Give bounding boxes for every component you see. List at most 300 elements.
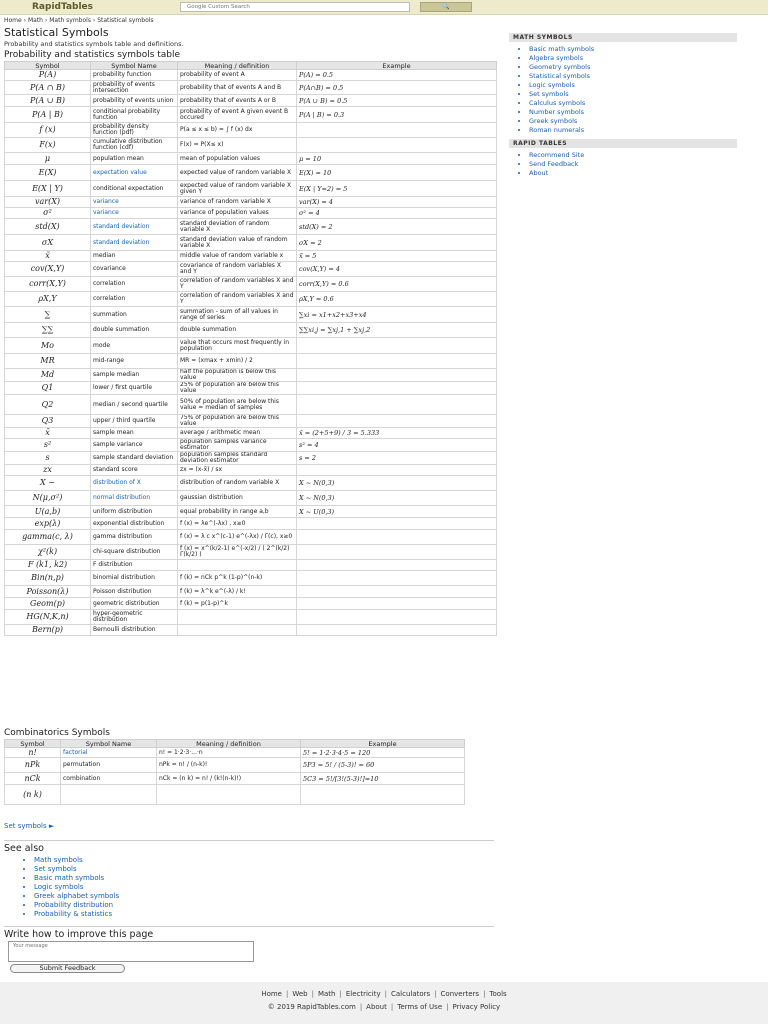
sidebar	[509, 33, 737, 178]
example-cell	[297, 586, 497, 598]
site-logo[interactable]: RapidTables	[32, 2, 94, 12]
example-cell	[297, 571, 497, 586]
example-cell	[297, 369, 497, 382]
meaning-cell	[157, 785, 301, 805]
sidebar-link[interactable]: • Roman numerals	[529, 126, 737, 135]
symbol-name-cell: mid-range	[91, 354, 178, 369]
symbol-cell: χ²(k)	[5, 545, 91, 560]
symbol-cell: n!	[5, 748, 61, 758]
symbol-name-cell	[61, 785, 157, 805]
sidebar-link[interactable]: • Logic symbols	[529, 81, 737, 90]
symbol-cell: Md	[5, 369, 91, 382]
meaning-cell: half the population is below this value	[178, 369, 297, 382]
meaning-cell: probability that of events A and B	[178, 81, 297, 95]
sidebar-link[interactable]: • Basic math symbols	[529, 45, 737, 54]
symbol-cell: P(A ∪ B)	[5, 95, 91, 107]
symbol-name-cell: sample standard deviation	[91, 452, 178, 465]
symbol-cell: Q3	[5, 415, 91, 428]
table-row	[5, 354, 497, 369]
meaning-cell: summation - sum of all values in range of series	[178, 307, 297, 323]
comb-table-title: Combinatorics Symbols	[4, 728, 110, 738]
meaning-cell: mean of population values	[178, 153, 297, 165]
page-title: Statistical Symbols	[4, 26, 109, 39]
see-also-title: See also	[4, 843, 44, 854]
example-cell	[297, 518, 497, 530]
table-row	[5, 208, 497, 219]
symbol-name-cell[interactable]: standard deviation	[91, 219, 178, 235]
table-row	[5, 758, 465, 773]
top-bar	[0, 0, 768, 15]
table-row	[5, 251, 497, 262]
symbol-cell: Q2	[5, 395, 91, 415]
table-row	[5, 235, 497, 251]
symbol-cell: X ~	[5, 476, 91, 491]
example-cell: x̄ = (2+5+9) / 3 = 5.333	[297, 428, 497, 439]
symbol-cell: (n k)	[5, 785, 61, 805]
breadcrumb-math[interactable]: Math	[27, 17, 43, 24]
table-row	[5, 338, 497, 354]
symbol-name-cell: probability density function (pdf)	[91, 123, 178, 138]
symbol-cell: P(A)	[5, 70, 91, 81]
meaning-cell: probability that of events A or B	[178, 95, 297, 107]
meaning-cell: 25% of population are below this value	[178, 382, 297, 395]
meaning-cell: f (x) = λe^(-λx) , x≥0	[178, 518, 297, 530]
symbol-name-cell: conditional probability function	[91, 107, 178, 123]
example-cell: E(X | Y=2) = 5	[297, 181, 497, 197]
symbol-name-cell: summation	[91, 307, 178, 323]
table-header-row	[5, 740, 465, 748]
example-cell: X ~ U(0,3)	[297, 506, 497, 518]
see-also-link[interactable]: • Probability distribution	[34, 901, 119, 910]
table-row	[5, 465, 497, 476]
footer-link[interactable]: Tools	[489, 990, 507, 998]
sidebar-math-list	[509, 45, 737, 135]
footer-link[interactable]: Converters	[440, 990, 480, 998]
meaning-cell: variance of population values	[178, 208, 297, 219]
table-row	[5, 277, 497, 292]
symbol-cell: μ	[5, 153, 91, 165]
symbol-name-cell: hyper-geometric distribution	[91, 610, 178, 625]
symbol-cell: U(a,b)	[5, 506, 91, 518]
table-row	[5, 415, 497, 428]
breadcrumb-math-symbols[interactable]: Math symbols	[49, 17, 91, 24]
set-symbols-link[interactable]: Set symbols ►	[4, 822, 55, 830]
symbol-name-cell: probability of events union	[91, 95, 178, 107]
table-row	[5, 586, 497, 598]
meaning-cell: P(a ≤ x ≤ b) = ∫ f (x) dx	[178, 123, 297, 138]
example-cell: σ² = 4	[297, 208, 497, 219]
meaning-cell: double summation	[178, 323, 297, 338]
table-row	[5, 428, 497, 439]
footer-separator: |	[384, 990, 387, 998]
breadcrumb-current: Statistical symbols	[97, 17, 154, 24]
footer-separator: |	[390, 1003, 394, 1011]
symbol-name-cell: gamma distribution	[91, 530, 178, 545]
symbol-cell: nCk	[5, 773, 61, 785]
sidebar-link[interactable]: • Calculus symbols	[529, 99, 737, 108]
breadcrumb-sep: ›	[23, 17, 27, 24]
table-row	[5, 219, 497, 235]
meaning-cell: expected value of random variable X given Y	[178, 181, 297, 197]
symbol-name-cell: binomial distribution	[91, 571, 178, 586]
table-row	[5, 748, 465, 758]
breadcrumb	[4, 17, 154, 24]
table-row	[5, 598, 497, 610]
table-row	[5, 452, 497, 465]
submit-feedback-button[interactable]: Submit Feedback	[10, 964, 125, 973]
footer-separator: |	[483, 990, 486, 998]
example-cell: σX = 2	[297, 235, 497, 251]
meaning-cell: equal probability in range a,b	[178, 506, 297, 518]
table-row	[5, 81, 497, 95]
footer-separator: |	[311, 990, 314, 998]
table-row	[5, 560, 497, 571]
meaning-cell: expected value of random variable X	[178, 165, 297, 181]
symbol-name-cell: median / second quartile	[91, 395, 178, 415]
symbol-name-cell: chi-square distribution	[91, 545, 178, 560]
table-row	[5, 292, 497, 307]
symbol-name-cell[interactable]: factorial	[61, 748, 157, 758]
symbol-cell: Q1	[5, 382, 91, 395]
example-cell: corr(X,Y) = 0.6	[297, 277, 497, 292]
symbol-cell: s	[5, 452, 91, 465]
symbol-name-cell: uniform distribution	[91, 506, 178, 518]
meaning-cell	[178, 560, 297, 571]
example-cell	[297, 545, 497, 560]
meaning-cell: nCk = (n k) = n! / (k!(n-k)!)	[157, 773, 301, 785]
symbol-name-cell: correlation	[91, 277, 178, 292]
symbol-cell: cov(X,Y)	[5, 262, 91, 277]
table-header-row	[5, 62, 497, 70]
symbol-name-cell: F distribution	[91, 560, 178, 571]
footer-link[interactable]: Calculators	[390, 990, 431, 998]
example-cell	[297, 625, 497, 636]
table-row	[5, 571, 497, 586]
footer-link[interactable]: About	[366, 1003, 387, 1011]
example-cell: 5C3 = 5!/[3!(5-3)!]=10	[301, 773, 465, 785]
symbol-cell: F (k1, k2)	[5, 560, 91, 571]
col-header-meaning: Meaning / definition	[178, 62, 297, 70]
symbol-cell: σ²	[5, 208, 91, 219]
footer-bottom	[0, 1003, 768, 1011]
meaning-cell: gaussian distribution	[178, 491, 297, 506]
symbol-name-cell: permutation	[61, 758, 157, 773]
meaning-cell: nPk = n! / (n-k)!	[157, 758, 301, 773]
sidebar-link[interactable]: • About	[529, 169, 737, 178]
symbol-name-cell: sample median	[91, 369, 178, 382]
breadcrumb-sep: ›	[44, 17, 48, 24]
symbol-name-cell: Poisson distribution	[91, 586, 178, 598]
table-row	[5, 95, 497, 107]
example-cell	[297, 395, 497, 415]
footer-separator: |	[359, 1003, 363, 1011]
example-cell: X ~ N(0,3)	[297, 476, 497, 491]
meaning-cell: probability of event A	[178, 70, 297, 81]
see-also-link[interactable]: • Probability & statistics	[34, 910, 119, 919]
meaning-cell: variance of random variable X	[178, 197, 297, 208]
symbol-name-cell[interactable]: variance	[91, 197, 178, 208]
meaning-cell: population samples variance estimator	[178, 439, 297, 452]
meaning-cell: standard deviation value of random variable X	[178, 235, 297, 251]
table-row	[5, 476, 497, 491]
sidebar-link[interactable]: • Recommend Site	[529, 151, 737, 160]
symbol-cell: Bin(n,p)	[5, 571, 91, 586]
symbol-cell: σX	[5, 235, 91, 251]
example-cell	[301, 785, 465, 805]
example-cell: μ = 10	[297, 153, 497, 165]
symbol-cell: P(A | B)	[5, 107, 91, 123]
symbol-cell: zx	[5, 465, 91, 476]
symbol-name-cell: sample mean	[91, 428, 178, 439]
meaning-cell: middle value of random variable x	[178, 251, 297, 262]
table-row	[5, 262, 497, 277]
symbol-cell: x̄	[5, 428, 91, 439]
symbol-name-cell[interactable]: expectation value	[91, 165, 178, 181]
symbol-cell: Bern(p)	[5, 625, 91, 636]
footer	[0, 982, 768, 1024]
symbol-name-cell: population mean	[91, 153, 178, 165]
symbol-cell: Poisson(λ)	[5, 586, 91, 598]
example-cell	[297, 338, 497, 354]
meaning-cell: correlation of random variables X and Y	[178, 292, 297, 307]
sidebar-rapid-heading: RAPID TABLES	[509, 139, 737, 148]
symbol-cell: P(A ∩ B)	[5, 81, 91, 95]
copyright: © 2019 RapidTables.com	[267, 1003, 356, 1011]
meaning-cell: distribution of random variable X	[178, 476, 297, 491]
symbol-name-cell: median	[91, 251, 178, 262]
table-row	[5, 439, 497, 452]
symbol-cell: N(μ,σ²)	[5, 491, 91, 506]
symbol-cell: std(X)	[5, 219, 91, 235]
example-cell: ∑∑xi,j = ∑xj,1 + ∑xj,2	[297, 323, 497, 338]
search-icon: 🔍	[442, 3, 450, 10]
stats-table-title: Probability and statistics symbols table	[4, 50, 181, 60]
footer-link[interactable]: Electricity	[345, 990, 381, 998]
symbol-name-cell: correlation	[91, 292, 178, 307]
symbol-name-cell: conditional expectation	[91, 181, 178, 197]
table-row	[5, 395, 497, 415]
symbol-cell: ∑∑	[5, 323, 91, 338]
table-row	[5, 610, 497, 625]
symbol-name-cell: probability of events intersection	[91, 81, 178, 95]
example-cell	[297, 382, 497, 395]
see-also-list	[22, 856, 119, 919]
example-cell: E(X) = 10	[297, 165, 497, 181]
table-row	[5, 323, 497, 338]
table-row	[5, 369, 497, 382]
col-header-symbol: Symbol	[5, 740, 61, 748]
meaning-cell: MR = (xmax + xmin) / 2	[178, 354, 297, 369]
footer-link[interactable]: Math	[317, 990, 336, 998]
footer-separator: |	[434, 990, 437, 998]
sidebar-link[interactable]: • Geometry symbols	[529, 63, 737, 72]
breadcrumb-home[interactable]: Home	[4, 17, 22, 24]
symbol-cell: var(X)	[5, 197, 91, 208]
example-cell: var(X) = 4	[297, 197, 497, 208]
symbol-name-cell[interactable]: standard deviation	[91, 235, 178, 251]
table-row	[5, 107, 497, 123]
table-row	[5, 506, 497, 518]
example-cell: 5! = 1·2·3·4·5 = 120	[301, 748, 465, 758]
symbol-cell: exp(λ)	[5, 518, 91, 530]
symbol-name-cell: mode	[91, 338, 178, 354]
example-cell: std(X) = 2	[297, 219, 497, 235]
meaning-cell: F(x) = P(X≤ x)	[178, 138, 297, 153]
symbol-name-cell: exponential distribution	[91, 518, 178, 530]
table-row	[5, 382, 497, 395]
table-row	[5, 545, 497, 560]
see-also-link[interactable]: • Math symbols	[34, 856, 119, 865]
col-header-example: Example	[297, 62, 497, 70]
sidebar-link[interactable]: • Send Feedback	[529, 160, 737, 169]
meaning-cell: zx = (x-x̄) / sx	[178, 465, 297, 476]
sidebar-link[interactable]: • Number symbols	[529, 108, 737, 117]
meaning-cell: standard deviation of random variable X	[178, 219, 297, 235]
example-cell: P(A | B) = 0.3	[297, 107, 497, 123]
col-header-name: Symbol Name	[61, 740, 157, 748]
table-row	[5, 138, 497, 153]
sidebar-link[interactable]: • Greek symbols	[529, 117, 737, 126]
symbol-cell: Geom(p)	[5, 598, 91, 610]
col-header-symbol: Symbol	[5, 62, 91, 70]
example-cell	[297, 415, 497, 428]
table-row	[5, 153, 497, 165]
symbol-cell: HG(N,K,n)	[5, 610, 91, 625]
meaning-cell: 50% of population are below this value = median of samples	[178, 395, 297, 415]
symbol-name-cell: probability function	[91, 70, 178, 81]
symbol-cell: ∑	[5, 307, 91, 323]
example-cell	[297, 123, 497, 138]
example-cell: ∑xi = x1+x2+x3+x4	[297, 307, 497, 323]
table-row	[5, 70, 497, 81]
sidebar-link[interactable]: • Algebra symbols	[529, 54, 737, 63]
search-button[interactable]	[420, 2, 472, 12]
table-row	[5, 123, 497, 138]
see-also-link[interactable]: • Set symbols	[34, 865, 119, 874]
symbol-cell: gamma(c, λ)	[5, 530, 91, 545]
symbol-cell: x̃	[5, 251, 91, 262]
table-row	[5, 625, 497, 636]
col-header-meaning: Meaning / definition	[157, 740, 301, 748]
example-cell	[297, 354, 497, 369]
footer-link[interactable]: Privacy Policy	[452, 1003, 501, 1011]
symbol-name-cell: upper / third quartile	[91, 415, 178, 428]
symbol-name-cell: standard score	[91, 465, 178, 476]
col-header-name: Symbol Name	[91, 62, 178, 70]
example-cell	[297, 610, 497, 625]
symbol-cell: ρX,Y	[5, 292, 91, 307]
symbol-cell: E(X)	[5, 165, 91, 181]
example-cell: X ~ N(0,3)	[297, 491, 497, 506]
table-row	[5, 197, 497, 208]
meaning-cell: population samples standard deviation estimator	[178, 452, 297, 465]
sidebar-rapid-list	[509, 151, 737, 178]
symbol-name-cell[interactable]: variance	[91, 208, 178, 219]
symbol-name-cell: double summation	[91, 323, 178, 338]
table-row	[5, 518, 497, 530]
meaning-cell: correlation of random variables X and Y	[178, 277, 297, 292]
symbol-cell: corr(X,Y)	[5, 277, 91, 292]
meaning-cell: 75% of population are below this value	[178, 415, 297, 428]
symbol-name-cell: combination	[61, 773, 157, 785]
footer-link[interactable]: Web	[292, 990, 308, 998]
footer-link[interactable]: Terms of Use	[397, 1003, 443, 1011]
footer-separator: |	[339, 990, 342, 998]
sidebar-math-heading: MATH SYMBOLS	[509, 33, 737, 42]
col-header-example: Example	[301, 740, 465, 748]
meaning-cell: f (k) = λ^k e^(-λ) / k!	[178, 586, 297, 598]
footer-separator: |	[285, 990, 289, 998]
symbol-cell: nPk	[5, 758, 61, 773]
table-row	[5, 491, 497, 506]
example-cell	[297, 465, 497, 476]
example-cell: s² = 4	[297, 439, 497, 452]
symbol-name-cell: Bernoulli distribution	[91, 625, 178, 636]
symbol-cell: f (x)	[5, 123, 91, 138]
feedback-title: Write how to improve this page	[4, 929, 154, 940]
meaning-cell: f (x) = λ c x^(c-1) e^(-λx) / Γ(c), x≥0	[178, 530, 297, 545]
example-cell: x̃ = 5	[297, 251, 497, 262]
feedback-message-input[interactable]	[8, 941, 254, 962]
symbol-cell: Mo	[5, 338, 91, 354]
symbol-cell: s²	[5, 439, 91, 452]
symbol-name-cell[interactable]: normal distribution	[91, 491, 178, 506]
example-cell: 5P3 = 5! / (5-3)! = 60	[301, 758, 465, 773]
example-cell	[297, 138, 497, 153]
table-row	[5, 165, 497, 181]
symbol-cell: MR	[5, 354, 91, 369]
see-also-link[interactable]: • Logic symbols	[34, 883, 119, 892]
example-cell: cov(X,Y) = 4	[297, 262, 497, 277]
example-cell: s = 2	[297, 452, 497, 465]
example-cell	[297, 560, 497, 571]
sidebar-link[interactable]: • Statistical symbols	[529, 72, 737, 81]
table-row	[5, 530, 497, 545]
divider	[4, 840, 494, 841]
see-also-link[interactable]: • Greek alphabet symbols	[34, 892, 119, 901]
symbol-cell: E(X | Y)	[5, 181, 91, 197]
example-cell: P(A) = 0.5	[297, 70, 497, 81]
table-row	[5, 773, 465, 785]
meaning-cell: probability of event A given event B occured	[178, 107, 297, 123]
table-row	[5, 181, 497, 197]
symbol-name-cell[interactable]: distribution of X	[91, 476, 178, 491]
stats-symbols-table	[4, 61, 497, 636]
example-cell: P(A ∪ B) = 0.5	[297, 95, 497, 107]
meaning-cell: f (k) = p(1-p)^k	[178, 598, 297, 610]
symbol-name-cell: lower / first quartile	[91, 382, 178, 395]
example-cell	[297, 598, 497, 610]
meaning-cell: value that occurs most frequently in population	[178, 338, 297, 354]
divider	[4, 926, 494, 927]
footer-link[interactable]: Home	[261, 990, 282, 998]
symbol-cell: F(x)	[5, 138, 91, 153]
page-description: Probability and statistics symbols table and definitions.	[4, 40, 184, 48]
example-cell: P(A∩B) = 0.5	[297, 81, 497, 95]
table-row	[5, 307, 497, 323]
symbol-name-cell: covariance	[91, 262, 178, 277]
example-cell: ρX,Y = 0.6	[297, 292, 497, 307]
footer-links	[0, 990, 768, 998]
meaning-cell	[178, 610, 297, 625]
footer-separator: |	[446, 1003, 449, 1011]
table-row	[5, 785, 465, 805]
search-input[interactable]	[180, 2, 410, 12]
see-also-link[interactable]: • Basic math symbols	[34, 874, 119, 883]
sidebar-link[interactable]: • Set symbols	[529, 90, 737, 99]
meaning-cell: n! = 1·2·3·...·n	[157, 748, 301, 758]
meaning-cell: f (k) = nCk p^k (1-p)^(n-k)	[178, 571, 297, 586]
